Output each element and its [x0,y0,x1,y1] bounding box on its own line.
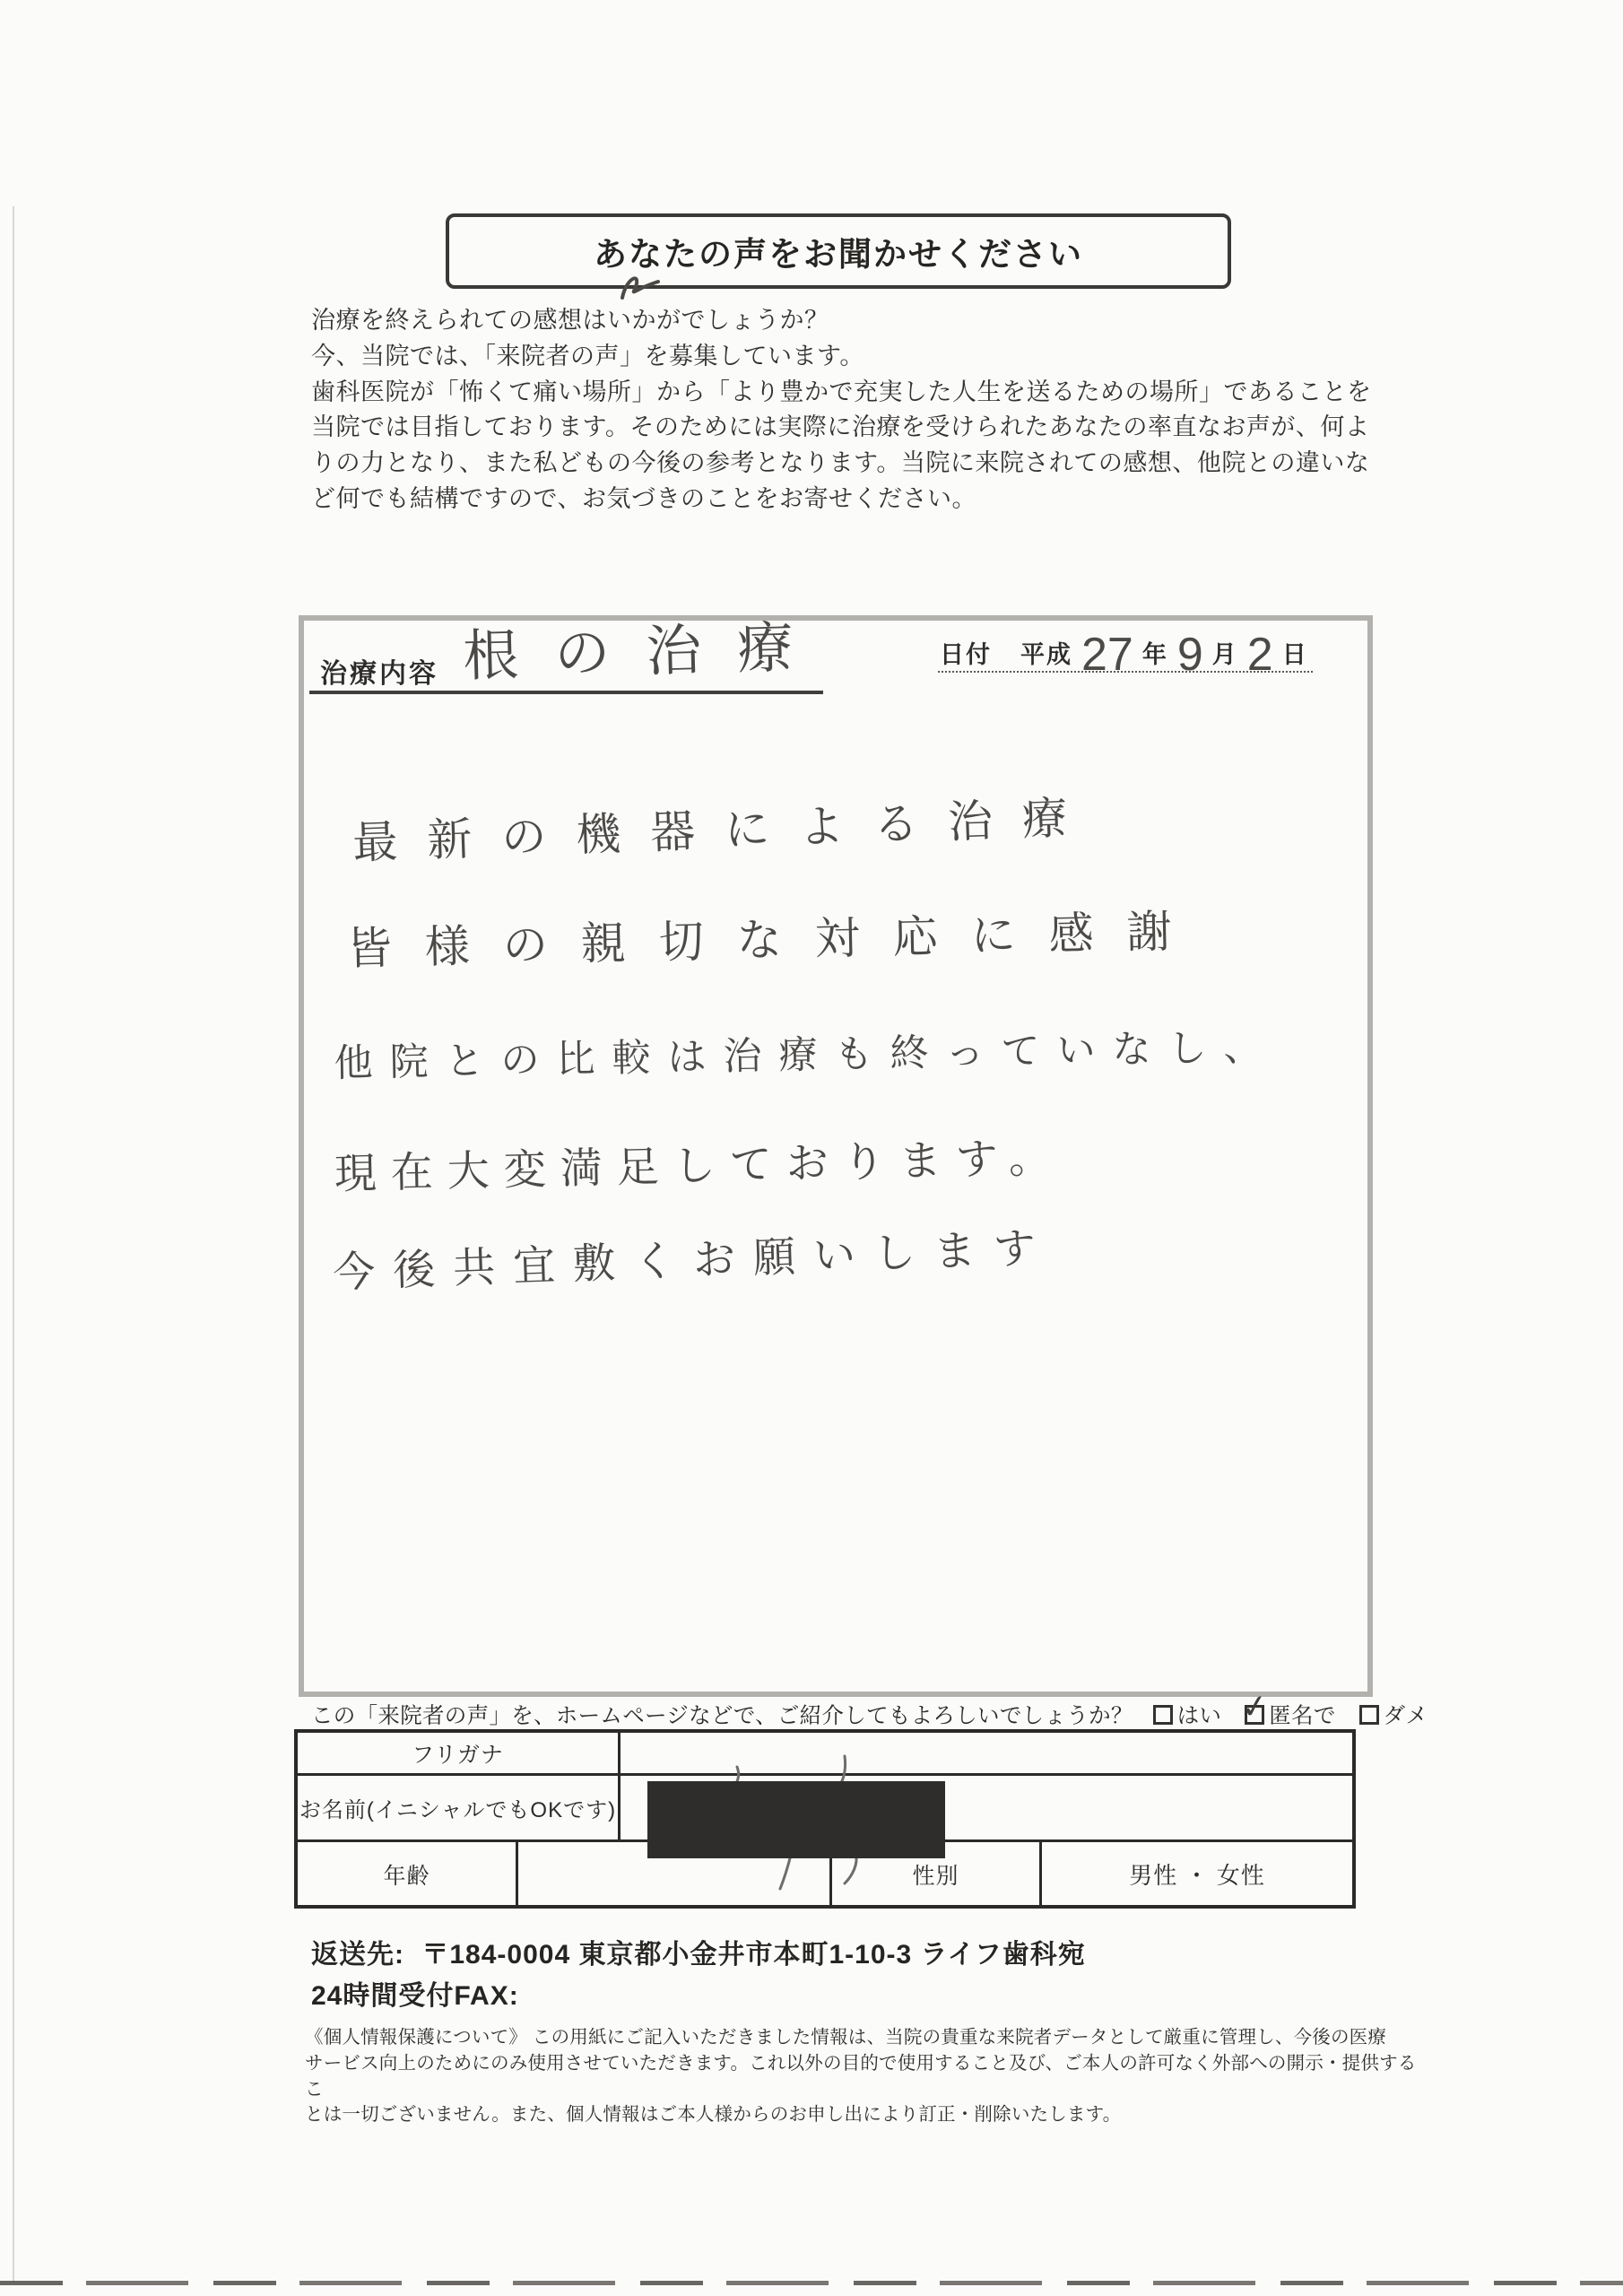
intro-line: 治療を終えられての感想はいかがでしょうか？ [311,307,829,334]
treatment-content-label: 治療内容 [320,659,438,689]
handwritten-comment-line: 現在大変満足しております。 [334,1133,1066,1197]
date-month-handwritten: 9 [1176,629,1203,681]
privacy-line: サービス向上のためにのみ使用させていただきます。これ以外の目的で使用すること及び、ご本人の許可なく外部への開示・提供するこ [305,2052,1417,2100]
handwritten-comment-line: 他院との比較は治療も終っていなし、 [334,1025,1280,1085]
checkbox-yes-icon [1153,1705,1173,1725]
scan-left-edge-line [13,206,14,2283]
date-year-unit: 年 [1141,641,1168,668]
fax-line: 24時間受付FAX: [311,1981,519,2011]
consent-question-row [311,1686,1428,1730]
privacy-line: 《個人情報保護について》 この用紙にご記入いただきました情報は、当院の貴重な来院者データとして厳重に管理し、今後の医療 [305,2027,1387,2048]
table-row-name [298,1776,1352,1842]
intro-line: 歯科医院が「怖くて痛い場所」から「より豊かで充実した人生を送るための場所」であることを [311,378,1372,405]
name-label-cell: お名前(イニシャルでもOKです) [298,1776,621,1839]
intro-line: ど何でも結構ですので、お気づきのことをお寄せください。 [311,484,976,512]
intro-line: 当院では目指しております。そのためには実際に治療を受けられたあなたの率直なお声が、何よ [311,413,1370,441]
page-title: あなたの声をお聞かせください [594,236,1083,273]
treatment-content-handwritten-value: 根の治療 [462,616,830,688]
consent-option-label: 匿名で [1269,1704,1336,1728]
furigana-label-cell: フリガナ [298,1733,621,1773]
treatment-underline [309,691,823,694]
handwritten-comment-line: 最新の機器による治療 [352,792,1098,868]
intro-line: りの力となり、また私どもの今後の参考となります。当院に来院されての感想、他院との違いな [311,449,1370,477]
intro-paragraph [311,303,1387,517]
title-box [446,213,1231,289]
consent-check-1: ✓ [1238,1686,1271,1726]
return-address-line [311,1932,1086,1971]
date-year-handwritten: 27 [1081,629,1133,681]
handwritten-comment-line: 今後共宜敷くお願いします [332,1222,1055,1296]
consent-option-label: はい [1176,1704,1222,1728]
date-day-unit: 日 [1281,641,1308,668]
name-table [294,1729,1356,1909]
privacy-line: とは一切ございません。また、個人情報はご本人様からのお申し出により訂正・削除いたします。 [305,2104,1122,2126]
consent-option-yes [1153,1699,1222,1730]
date-label: 日付 [940,641,992,668]
sex-label-cell: 性別 [832,1842,1042,1906]
consent-question: この「来院者の声」を、ホームページなどで、ご紹介してもよろしいでしょうか？ [311,1704,1133,1728]
intro-line: 今、当院では、「来院者の声」を募集しています。 [311,342,864,370]
table-row-furigana [298,1733,1352,1776]
sex-options-cell: 男性 ・ 女性 [1129,1862,1265,1889]
age-label-cell: 年齢 [298,1842,518,1906]
return-address: 〒184-0004 東京都小金井市本町1-10-3 ライフ歯科宛 [421,1940,1086,1970]
handwritten-comment-line: 皆様の親切な対応に感謝 [346,905,1206,974]
privacy-note [305,2025,1426,2128]
date-day-handwritten: 2 [1246,629,1273,681]
scan-bottom-edge-line [0,2281,1623,2285]
consent-option-anonymous [1238,1686,1336,1730]
furigana-input-cell [621,1733,1352,1773]
consent-option-label: ダメ [1383,1704,1428,1728]
redaction-box [647,1781,945,1858]
return-label: 返送先: [311,1940,404,1970]
date-era-label: 平成 [1020,641,1072,668]
name-input-cell [621,1776,1352,1839]
date-row [940,628,1308,682]
consent-option-no [1359,1699,1428,1730]
date-underline [938,671,1313,673]
date-month-unit: 月 [1211,641,1238,668]
checkbox-no-icon [1359,1705,1379,1725]
